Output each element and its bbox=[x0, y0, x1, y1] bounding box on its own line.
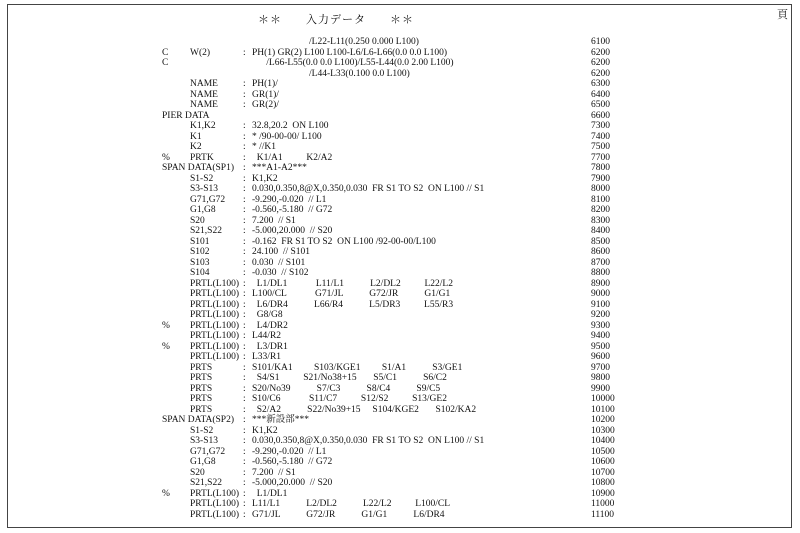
line-number: 9600 bbox=[591, 352, 610, 362]
line-separator: : bbox=[243, 121, 246, 131]
line-separator: : bbox=[243, 142, 246, 152]
listing-line bbox=[0, 310, 800, 321]
line-body: 24.100 // S101 bbox=[252, 247, 311, 257]
line-body: S10/C6 S11/C7 S12/S2 S13/GE2 bbox=[252, 394, 447, 404]
line-number: 11100 bbox=[591, 509, 615, 520]
listing-line bbox=[0, 510, 800, 521]
line-body: -0.030 // S102 bbox=[252, 268, 309, 278]
listing-line bbox=[0, 90, 800, 101]
line-number: 9800 bbox=[591, 373, 610, 383]
listing-line bbox=[0, 100, 800, 111]
line-number: 8100 bbox=[591, 194, 610, 205]
line-separator: : bbox=[243, 425, 246, 436]
line-body: ***新設部*** bbox=[252, 415, 310, 425]
line-body: L6/DR4 L66/R4 L5/DR3 L55/R3 bbox=[252, 299, 454, 310]
line-number: 10400 bbox=[591, 436, 615, 446]
line-body: * //K1 bbox=[252, 142, 277, 152]
line-separator: : bbox=[243, 478, 246, 488]
line-body: PH(1)/ bbox=[252, 79, 278, 89]
line-body: K1,K2 bbox=[252, 425, 278, 436]
line-body: S20/No39 S7/C3 S8/C4 S9/C5 bbox=[252, 383, 441, 394]
line-key: PRTS bbox=[190, 373, 213, 383]
listing-line bbox=[0, 132, 800, 143]
line-separator: : bbox=[243, 226, 246, 236]
line-number: 8600 bbox=[591, 247, 610, 257]
line-separator: : bbox=[243, 289, 246, 299]
line-key: PRTL(L100) bbox=[190, 299, 240, 310]
listing-line bbox=[0, 121, 800, 132]
line-key: K1 bbox=[190, 131, 202, 142]
listing-line bbox=[0, 394, 800, 405]
line-separator: : bbox=[243, 194, 246, 205]
line-number: 7300 bbox=[591, 121, 610, 131]
line-separator: : bbox=[243, 436, 246, 446]
line-key: NAME bbox=[190, 79, 218, 89]
line-key: PRTL(L100) bbox=[190, 320, 240, 331]
line-number: 9100 bbox=[591, 299, 610, 310]
line-separator: : bbox=[243, 205, 246, 215]
line-number: 7400 bbox=[591, 131, 610, 142]
line-body: GR(2)/ bbox=[252, 100, 279, 110]
line-body: -0.560,-5.180 // G72 bbox=[252, 205, 333, 215]
line-key: G1,G8 bbox=[190, 205, 216, 215]
line-separator: : bbox=[243, 341, 246, 352]
listing-line bbox=[0, 195, 800, 206]
line-separator: : bbox=[243, 278, 246, 289]
line-separator: : bbox=[243, 310, 246, 320]
line-separator: : bbox=[243, 488, 246, 499]
line-separator: : bbox=[243, 362, 246, 373]
listing-line bbox=[0, 111, 800, 122]
line-number: 10200 bbox=[591, 415, 615, 425]
line-number: 6200 bbox=[591, 47, 610, 58]
line-label: SPAN DATA(SP2) bbox=[162, 415, 235, 425]
line-number: 9900 bbox=[591, 383, 610, 394]
line-separator: : bbox=[243, 79, 246, 89]
line-separator: : bbox=[243, 47, 246, 58]
line-key: PRTL(L100) bbox=[190, 289, 240, 299]
listing-line bbox=[0, 174, 800, 185]
line-number: 10300 bbox=[591, 425, 615, 436]
line-separator: : bbox=[243, 383, 246, 394]
listing-line bbox=[0, 163, 800, 174]
line-body: -9.290,-0.020 // L1 bbox=[252, 446, 327, 457]
line-key: G71,G72 bbox=[190, 194, 226, 205]
line-label: C bbox=[162, 47, 169, 58]
line-key: PRTL(L100) bbox=[190, 488, 240, 499]
listing-line bbox=[0, 153, 800, 164]
line-separator: : bbox=[243, 373, 246, 383]
line-separator: : bbox=[243, 89, 246, 100]
line-key: NAME bbox=[190, 89, 218, 100]
listing-line bbox=[0, 184, 800, 195]
line-number: 6500 bbox=[591, 100, 610, 110]
line-key: PRTL(L100) bbox=[190, 278, 240, 289]
line-body: K1,K2 bbox=[252, 173, 278, 184]
line-key: G1,G8 bbox=[190, 457, 216, 467]
line-body: S4/S1 S21/No38+15 S5/C1 S6/C2 bbox=[252, 373, 447, 383]
listing-line bbox=[0, 289, 800, 300]
listing-line bbox=[0, 426, 800, 437]
line-number: 9700 bbox=[591, 362, 610, 373]
line-number: 8900 bbox=[591, 278, 610, 289]
line-separator: : bbox=[243, 299, 246, 310]
line-number: 10000 bbox=[591, 394, 615, 404]
line-separator: : bbox=[243, 331, 246, 341]
line-body: 7.200 // S1 bbox=[252, 215, 296, 226]
line-separator: : bbox=[243, 163, 246, 173]
line-body: 7.200 // S1 bbox=[252, 467, 296, 478]
line-body: L44/R2 bbox=[252, 331, 282, 341]
line-body: S101/KA1 S103/KGE1 S1/A1 S3/GE1 bbox=[252, 362, 463, 373]
line-key: PRTL(L100) bbox=[190, 509, 240, 520]
line-number: 8300 bbox=[591, 215, 610, 226]
line-label: % bbox=[162, 341, 170, 352]
line-body: 0.030,0.350,8@X,0.350,0.030 FR S1 TO S2 ON L100 // S1 bbox=[252, 436, 485, 446]
line-number: 10700 bbox=[591, 467, 615, 478]
listing-line bbox=[0, 142, 800, 153]
listing-line bbox=[0, 436, 800, 447]
listing-line bbox=[0, 331, 800, 342]
line-separator: : bbox=[243, 184, 246, 194]
line-separator: : bbox=[243, 152, 246, 163]
listing-line bbox=[0, 415, 800, 426]
line-number: 6600 bbox=[591, 110, 610, 121]
listing-line bbox=[0, 489, 800, 500]
line-number: 10800 bbox=[591, 478, 615, 488]
line-key: G71,G72 bbox=[190, 446, 226, 457]
line-key: PRTK bbox=[190, 152, 214, 163]
listing-line bbox=[0, 457, 800, 468]
listing-line bbox=[0, 300, 800, 311]
line-label: PIER DATA bbox=[162, 110, 210, 121]
line-separator: : bbox=[243, 236, 246, 247]
line-separator: : bbox=[243, 404, 246, 415]
line-number: 6200 bbox=[591, 68, 610, 79]
line-key: K1,K2 bbox=[190, 121, 216, 131]
line-number: 9000 bbox=[591, 289, 610, 299]
listing-line bbox=[0, 499, 800, 510]
line-body: PH(1) GR(2) L100 L100-L6/L6-L66(0.0 0.0 L100) bbox=[252, 47, 447, 58]
line-body: K1/A1 K2/A2 bbox=[252, 152, 333, 163]
line-key: S3-S13 bbox=[190, 184, 218, 194]
line-separator: : bbox=[243, 394, 246, 404]
line-number: 8800 bbox=[591, 268, 610, 278]
line-number: 6200 bbox=[591, 58, 610, 68]
line-number: 8400 bbox=[591, 226, 610, 236]
listing-line bbox=[0, 363, 800, 374]
listing-line bbox=[0, 352, 800, 363]
line-separator: : bbox=[243, 247, 246, 257]
listing-line bbox=[0, 247, 800, 258]
line-key: S1-S2 bbox=[190, 425, 214, 436]
listing-line bbox=[0, 279, 800, 290]
listing-line bbox=[0, 226, 800, 237]
line-key: PRTS bbox=[190, 383, 213, 394]
listing-line bbox=[0, 37, 800, 48]
line-key: S20 bbox=[190, 215, 205, 226]
line-body: -0.162 FR S1 TO S2 ON L100 /92-00-00/L100 bbox=[252, 236, 436, 247]
line-separator: : bbox=[243, 499, 246, 509]
input-data-listing bbox=[0, 37, 800, 520]
line-body: GR(1)/ bbox=[252, 89, 279, 100]
line-key: PRTS bbox=[190, 362, 213, 373]
line-separator: : bbox=[243, 467, 246, 478]
line-label: % bbox=[162, 152, 170, 163]
line-number: 10600 bbox=[591, 457, 615, 467]
line-number: 10500 bbox=[591, 446, 615, 457]
line-key: PRTL(L100) bbox=[190, 331, 240, 341]
line-body: L3/DR1 bbox=[252, 341, 288, 352]
line-key: K2 bbox=[190, 142, 202, 152]
line-number: 7700 bbox=[591, 152, 610, 163]
line-body: -0.560,-5.180 // G72 bbox=[252, 457, 333, 467]
line-body: -5.000,20.000 // S20 bbox=[252, 226, 333, 236]
line-number: 8200 bbox=[591, 205, 610, 215]
listing-line bbox=[0, 384, 800, 395]
line-number: 9500 bbox=[591, 341, 610, 352]
line-key: S103 bbox=[190, 257, 210, 268]
line-key: NAME bbox=[190, 100, 218, 110]
line-key: S104 bbox=[190, 268, 210, 278]
listing-line bbox=[0, 205, 800, 216]
line-key: PRTS bbox=[190, 404, 213, 415]
line-number: 6400 bbox=[591, 89, 610, 100]
listing-line bbox=[0, 69, 800, 80]
line-number: 8000 bbox=[591, 184, 610, 194]
line-key: PRTS bbox=[190, 394, 213, 404]
line-label: SPAN DATA(SP1) bbox=[162, 163, 235, 173]
line-number: 7800 bbox=[591, 163, 610, 173]
line-key: S102 bbox=[190, 247, 210, 257]
line-body: L33/R1 bbox=[252, 352, 282, 362]
line-number: 6300 bbox=[591, 79, 610, 89]
listing-line bbox=[0, 342, 800, 353]
line-number: 10900 bbox=[591, 488, 615, 499]
line-key: S3-S13 bbox=[190, 436, 218, 446]
listing-line bbox=[0, 373, 800, 384]
line-key: S101 bbox=[190, 236, 210, 247]
line-body: /L66-L55(0.0 0.0 L100)/L55-L44(0.0 2.00 L100) bbox=[252, 58, 454, 68]
line-body: S2/A2 S22/No39+15 S104/KGE2 S102/KA2 bbox=[252, 404, 477, 415]
line-key: PRTL(L100) bbox=[190, 499, 240, 509]
listing-line bbox=[0, 258, 800, 269]
listing-line bbox=[0, 468, 800, 479]
line-body: /L44-L33(0.100 0.0 L100) bbox=[252, 68, 410, 79]
listing-line bbox=[0, 321, 800, 332]
line-body: L4/DR2 bbox=[252, 320, 288, 331]
listing-line bbox=[0, 216, 800, 227]
line-number: 9200 bbox=[591, 310, 610, 320]
line-separator: : bbox=[243, 457, 246, 467]
line-body: 32.8,20.2 ON L100 bbox=[252, 121, 329, 131]
page-mark: 頁 bbox=[777, 9, 788, 21]
line-body: L100/CL G71/JL G72/JR G1/G1 bbox=[252, 289, 451, 299]
listing-line bbox=[0, 447, 800, 458]
line-number: 8700 bbox=[591, 257, 610, 268]
line-body: -5.000,20.000 // S20 bbox=[252, 478, 333, 488]
line-number: 7500 bbox=[591, 142, 610, 152]
line-key: PRTL(L100) bbox=[190, 341, 240, 352]
line-separator: : bbox=[243, 446, 246, 457]
line-body: 0.030 // S101 bbox=[252, 257, 306, 268]
line-separator: : bbox=[243, 415, 246, 425]
line-key: W(2) bbox=[190, 47, 211, 58]
line-body: G8/G8 bbox=[252, 310, 283, 320]
line-body: L1/DL1 bbox=[252, 488, 288, 499]
line-label: C bbox=[162, 58, 169, 68]
line-separator: : bbox=[243, 100, 246, 110]
line-number: 9400 bbox=[591, 331, 610, 341]
line-number: 10100 bbox=[591, 404, 615, 415]
listing-line bbox=[0, 58, 800, 69]
line-separator: : bbox=[243, 509, 246, 520]
listing-line bbox=[0, 478, 800, 489]
line-body: 0.030,0.350,8@X,0.350,0.030 FR S1 TO S2 ON L100 // S1 bbox=[252, 184, 485, 194]
line-key: S21,S22 bbox=[190, 478, 222, 488]
line-body: /L22-L11(0.250 0.000 L100) bbox=[252, 37, 419, 47]
line-number: 7900 bbox=[591, 173, 610, 184]
line-body: G71/JL G72/JR G1/G1 L6/DR4 bbox=[252, 509, 445, 520]
line-separator: : bbox=[243, 257, 246, 268]
line-body: * /90-00-00/ L100 bbox=[252, 131, 322, 142]
line-body: L1/DL1 L11/L1 L2/DL2 L22/L2 bbox=[252, 278, 453, 289]
line-number: 9300 bbox=[591, 320, 610, 331]
line-body: ***A1-A2*** bbox=[252, 163, 307, 173]
line-key: PRTL(L100) bbox=[190, 310, 240, 320]
page-title: ＊＊ 入力データ ＊＊ bbox=[258, 14, 414, 26]
listing-line bbox=[0, 237, 800, 248]
line-separator: : bbox=[243, 215, 246, 226]
line-separator: : bbox=[243, 173, 246, 184]
listing-line bbox=[0, 48, 800, 59]
line-body: L11/L1 L2/DL2 L22/L2 L100/CL bbox=[252, 499, 451, 509]
line-number: 11000 bbox=[591, 499, 615, 509]
line-number: 6100 bbox=[591, 37, 610, 47]
line-key: PRTL(L100) bbox=[190, 352, 240, 362]
listing-line bbox=[0, 79, 800, 90]
line-key: S1-S2 bbox=[190, 173, 214, 184]
line-separator: : bbox=[243, 131, 246, 142]
line-number: 8500 bbox=[591, 236, 610, 247]
line-body: -9.290,-0.020 // L1 bbox=[252, 194, 327, 205]
line-separator: : bbox=[243, 352, 246, 362]
listing-line bbox=[0, 268, 800, 279]
line-label: % bbox=[162, 488, 170, 499]
line-separator: : bbox=[243, 268, 246, 278]
line-key: S20 bbox=[190, 467, 205, 478]
line-separator: : bbox=[243, 320, 246, 331]
line-label: % bbox=[162, 320, 170, 331]
listing-line bbox=[0, 405, 800, 416]
line-key: S21,S22 bbox=[190, 226, 222, 236]
